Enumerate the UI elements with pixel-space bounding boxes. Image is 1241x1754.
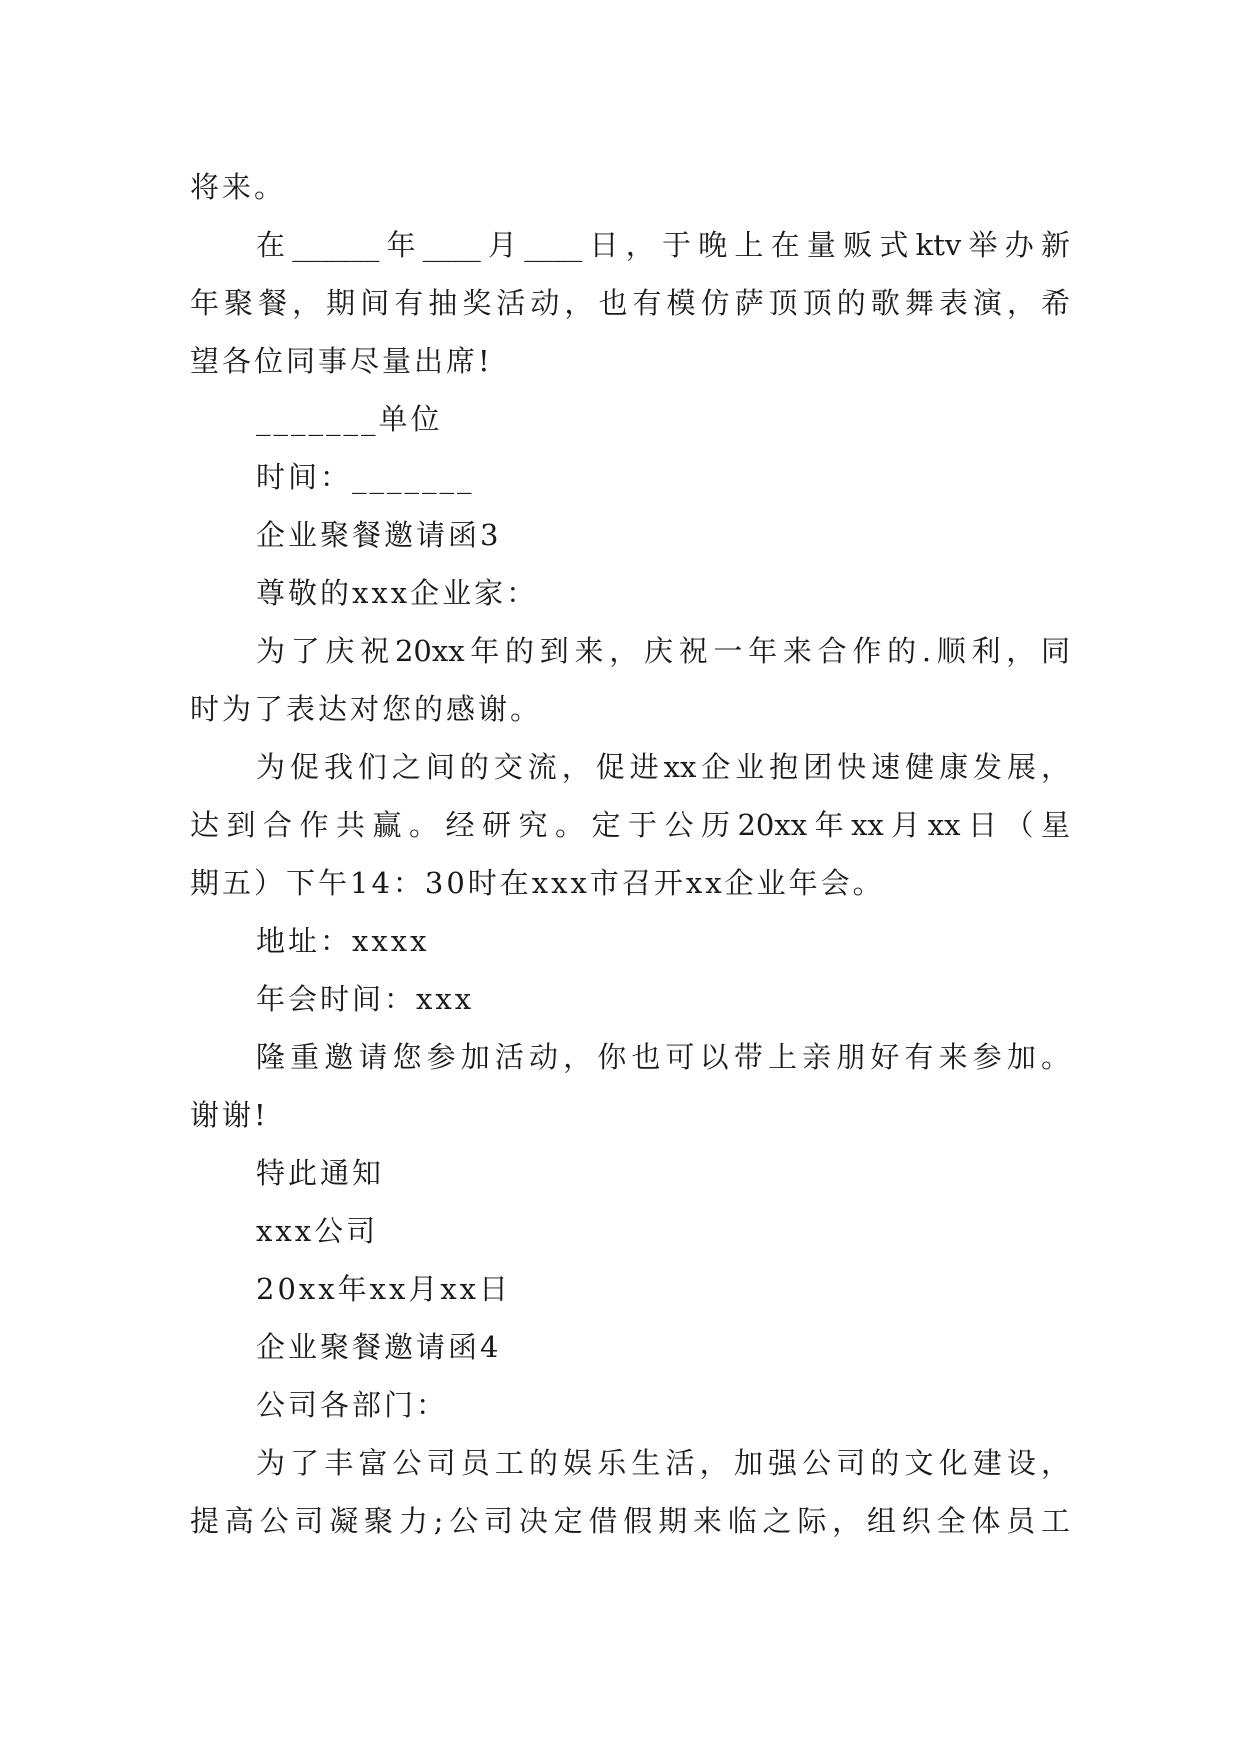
meeting-time-line: 年会时间：xxx — [256, 982, 475, 1016]
section-heading: 企业聚餐邀请函4 — [256, 1330, 502, 1364]
paragraph-line: 隆重邀请您参加活动，你也可以带上亲朋好有来参加。 — [256, 1040, 1070, 1074]
paragraph-line: 望各位同事尽量出席! — [190, 344, 493, 378]
address-line: 地址：xxxx — [256, 924, 430, 958]
notice-line: 特此通知 — [256, 1156, 385, 1190]
paragraph-line: 年聚餐，期间有抽奖活动，也有模仿萨顶顶的歌舞表演，希 — [190, 286, 1070, 320]
signature-unit-line: _______单位 — [256, 402, 443, 436]
signature-date: 20xx年xx月xx日 — [256, 1272, 512, 1306]
paragraph-line: 在______年____月____日，于晚上在量贩式ktv举办新 — [256, 228, 1070, 262]
paragraph-line: 为了庆祝20xx年的到来，庆祝一年来合作的.顺利，同 — [256, 634, 1070, 668]
paragraph-line: 为促我们之间的交流，促进xx企业抱团快速健康发展， — [256, 750, 1070, 784]
paragraph-line: 达到合作共赢。经研究。定于公历20xx年xx月xx日（星 — [190, 808, 1070, 842]
section-heading: 企业聚餐邀请函3 — [256, 518, 502, 552]
salutation: 公司各部门： — [256, 1388, 449, 1422]
paragraph-line: 提高公司凝聚力;公司决定借假期来临之际，组织全体员工 — [190, 1504, 1070, 1538]
paragraph-line: 时为了表达对您的感谢。 — [190, 692, 543, 726]
paragraph-line: 为了丰富公司员工的娱乐生活，加强公司的文化建设， — [256, 1446, 1070, 1480]
company-signature: xxx公司 — [256, 1214, 379, 1248]
paragraph-line: 期五）下午14：30时在xxx市召开xx企业年会。 — [190, 866, 885, 900]
salutation: 尊敬的xxx企业家： — [256, 576, 539, 610]
paragraph-line: 谢谢! — [190, 1098, 269, 1132]
paragraph-line: 将来。 — [190, 170, 287, 204]
date-line: 时间：_______ — [256, 460, 475, 494]
